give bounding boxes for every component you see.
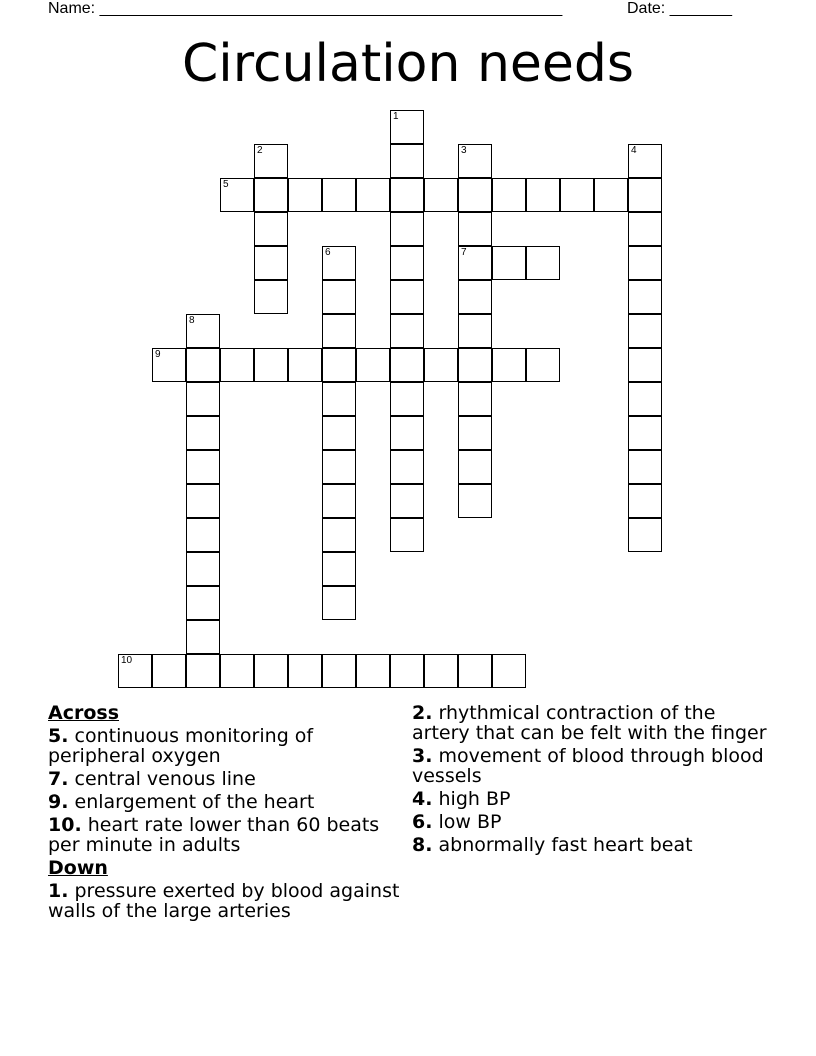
crossword-cell[interactable] bbox=[628, 450, 662, 484]
crossword-cell[interactable] bbox=[458, 314, 492, 348]
crossword-cell[interactable] bbox=[186, 552, 220, 586]
crossword-cell[interactable] bbox=[322, 314, 356, 348]
crossword-cell[interactable] bbox=[288, 348, 322, 382]
crossword-cell[interactable] bbox=[390, 314, 424, 348]
crossword-cell[interactable] bbox=[356, 348, 390, 382]
down-clue-1 bbox=[48, 881, 408, 921]
crossword-cell[interactable] bbox=[322, 654, 356, 688]
crossword-cell[interactable] bbox=[220, 654, 254, 688]
crossword-cell[interactable] bbox=[390, 382, 424, 416]
down-clue-3 bbox=[412, 746, 772, 786]
crossword-cell[interactable] bbox=[322, 348, 356, 382]
clue-text: abnormally fast heart beat bbox=[438, 834, 693, 856]
clue-text: enlargement of the heart bbox=[74, 791, 315, 813]
crossword-cell[interactable] bbox=[458, 144, 492, 178]
crossword-cell[interactable] bbox=[254, 212, 288, 246]
crossword-cell[interactable] bbox=[458, 382, 492, 416]
clue-number: 8. bbox=[412, 834, 433, 856]
clue-number-label: 9 bbox=[155, 349, 161, 360]
crossword-cell[interactable] bbox=[186, 314, 220, 348]
crossword-cell[interactable] bbox=[390, 450, 424, 484]
crossword-cell[interactable] bbox=[186, 586, 220, 620]
crossword-cell[interactable] bbox=[254, 246, 288, 280]
crossword-cell[interactable] bbox=[390, 518, 424, 552]
crossword-cell[interactable] bbox=[390, 484, 424, 518]
crossword-cell[interactable] bbox=[458, 348, 492, 382]
down-clue-8 bbox=[412, 835, 772, 855]
crossword-cell[interactable] bbox=[254, 178, 288, 212]
clue-number-label: 8 bbox=[189, 315, 195, 326]
crossword-cell[interactable] bbox=[458, 212, 492, 246]
crossword-cell[interactable] bbox=[424, 178, 458, 212]
crossword-cell[interactable] bbox=[152, 348, 186, 382]
crossword-cell[interactable] bbox=[628, 416, 662, 450]
crossword-cell[interactable] bbox=[288, 654, 322, 688]
down-clue-2 bbox=[412, 703, 772, 743]
crossword-cell[interactable] bbox=[594, 178, 628, 212]
crossword-cell[interactable] bbox=[526, 348, 560, 382]
clue-number-label: 3 bbox=[461, 145, 467, 156]
crossword-cell[interactable] bbox=[322, 552, 356, 586]
crossword-cell[interactable] bbox=[628, 212, 662, 246]
clue-number: 3. bbox=[412, 745, 433, 767]
crossword-cell[interactable] bbox=[424, 654, 458, 688]
crossword-cell[interactable] bbox=[356, 654, 390, 688]
clue-number: 10. bbox=[48, 814, 82, 836]
clue-number-label: 4 bbox=[631, 145, 637, 156]
crossword-cell[interactable] bbox=[628, 484, 662, 518]
crossword-cell[interactable] bbox=[254, 144, 288, 178]
crossword-cell[interactable] bbox=[186, 620, 220, 654]
clue-number-label: 6 bbox=[325, 247, 331, 258]
crossword-cell[interactable] bbox=[424, 348, 458, 382]
crossword-cell[interactable] bbox=[356, 178, 390, 212]
clue-number-label: 5 bbox=[223, 179, 229, 190]
crossword-cell[interactable] bbox=[458, 654, 492, 688]
clue-text: continuous monitoring of peripheral oxygen bbox=[48, 725, 314, 767]
clue-number: 6. bbox=[412, 811, 433, 833]
crossword-cell[interactable] bbox=[492, 654, 526, 688]
name-field[interactable]: Name: ____________________________________________________ bbox=[48, 0, 563, 17]
clues-left-column bbox=[48, 700, 408, 924]
crossword-cell[interactable] bbox=[186, 518, 220, 552]
crossword-cell[interactable] bbox=[628, 382, 662, 416]
crossword-cell[interactable] bbox=[322, 246, 356, 280]
crossword-cell[interactable] bbox=[390, 144, 424, 178]
clues-right-column bbox=[412, 700, 772, 858]
crossword-cell[interactable] bbox=[186, 450, 220, 484]
crossword-cell[interactable] bbox=[322, 178, 356, 212]
down-clue-6 bbox=[412, 812, 772, 832]
crossword-cell[interactable] bbox=[390, 280, 424, 314]
clue-number: 7. bbox=[48, 768, 69, 790]
clue-number: 5. bbox=[48, 725, 69, 747]
clue-text: movement of blood through blood vessels bbox=[412, 745, 764, 787]
clue-number-label: 7 bbox=[461, 247, 467, 258]
across-clue-10 bbox=[48, 815, 408, 855]
crossword-cell[interactable] bbox=[186, 654, 220, 688]
across-clue-7 bbox=[48, 769, 408, 789]
crossword-cell[interactable] bbox=[628, 178, 662, 212]
clue-number: 2. bbox=[412, 702, 433, 724]
crossword-cell[interactable] bbox=[458, 450, 492, 484]
date-field[interactable]: Date: _______ bbox=[627, 0, 732, 17]
crossword-cell[interactable] bbox=[322, 416, 356, 450]
crossword-cell[interactable] bbox=[458, 246, 492, 280]
crossword-cell[interactable] bbox=[254, 348, 288, 382]
clue-number: 1. bbox=[48, 880, 69, 902]
crossword-cell[interactable] bbox=[492, 348, 526, 382]
crossword-cell[interactable] bbox=[628, 144, 662, 178]
crossword-cell[interactable] bbox=[390, 246, 424, 280]
crossword-cell[interactable] bbox=[186, 484, 220, 518]
crossword-cell[interactable] bbox=[390, 212, 424, 246]
clue-text: high BP bbox=[438, 788, 511, 810]
crossword-cell[interactable] bbox=[220, 178, 254, 212]
clue-number-label: 2 bbox=[257, 145, 263, 156]
crossword-cell[interactable] bbox=[560, 178, 594, 212]
crossword-cell[interactable] bbox=[322, 586, 356, 620]
across-heading: Across bbox=[48, 702, 120, 724]
crossword-cell[interactable] bbox=[186, 348, 220, 382]
crossword-cell[interactable] bbox=[628, 348, 662, 382]
crossword-cell[interactable] bbox=[526, 246, 560, 280]
crossword-cell[interactable] bbox=[492, 246, 526, 280]
crossword-cell[interactable] bbox=[220, 348, 254, 382]
crossword-cell[interactable] bbox=[492, 178, 526, 212]
crossword-cell[interactable] bbox=[322, 518, 356, 552]
crossword-cell[interactable] bbox=[458, 416, 492, 450]
crossword-cell[interactable] bbox=[628, 518, 662, 552]
clue-number-label: 10 bbox=[121, 655, 133, 666]
crossword-cell[interactable] bbox=[322, 484, 356, 518]
across-clue-5 bbox=[48, 726, 408, 766]
crossword-cell[interactable] bbox=[152, 654, 186, 688]
down-heading: Down bbox=[48, 857, 108, 879]
clue-text: pressure exerted by blood against walls of the large arteries bbox=[48, 880, 400, 922]
crossword-cell[interactable] bbox=[390, 178, 424, 212]
clue-number-label: 1 bbox=[393, 111, 399, 122]
crossword-cell[interactable] bbox=[628, 280, 662, 314]
crossword-cell[interactable] bbox=[322, 382, 356, 416]
clue-number: 4. bbox=[412, 788, 433, 810]
crossword-cell[interactable] bbox=[458, 484, 492, 518]
crossword-cell[interactable] bbox=[186, 416, 220, 450]
clue-text: heart rate lower than 60 beats per minute in adults bbox=[48, 814, 380, 856]
crossword-cell[interactable] bbox=[458, 178, 492, 212]
crossword-cell[interactable] bbox=[288, 178, 322, 212]
crossword-cell[interactable] bbox=[390, 348, 424, 382]
crossword-cell[interactable] bbox=[322, 280, 356, 314]
down-clue-4 bbox=[412, 789, 772, 809]
crossword-cell[interactable] bbox=[526, 178, 560, 212]
across-clue-9 bbox=[48, 792, 408, 812]
crossword-cell[interactable] bbox=[390, 654, 424, 688]
crossword-cell[interactable] bbox=[390, 416, 424, 450]
crossword-cell[interactable] bbox=[118, 654, 152, 688]
crossword-cell[interactable] bbox=[458, 280, 492, 314]
clue-text: central venous line bbox=[74, 768, 256, 790]
clue-text: rhythmical contraction of the artery that can be felt with the finger bbox=[412, 702, 767, 744]
crossword-cell[interactable] bbox=[254, 280, 288, 314]
crossword-cell[interactable] bbox=[390, 110, 424, 144]
page-title: Circulation needs bbox=[181, 34, 635, 94]
clue-number: 9. bbox=[48, 791, 69, 813]
crossword-cell[interactable] bbox=[628, 314, 662, 348]
crossword-cell[interactable] bbox=[628, 246, 662, 280]
clue-text: low BP bbox=[438, 811, 502, 833]
crossword-cell[interactable] bbox=[254, 654, 288, 688]
crossword-cell[interactable] bbox=[186, 382, 220, 416]
crossword-cell[interactable] bbox=[322, 450, 356, 484]
